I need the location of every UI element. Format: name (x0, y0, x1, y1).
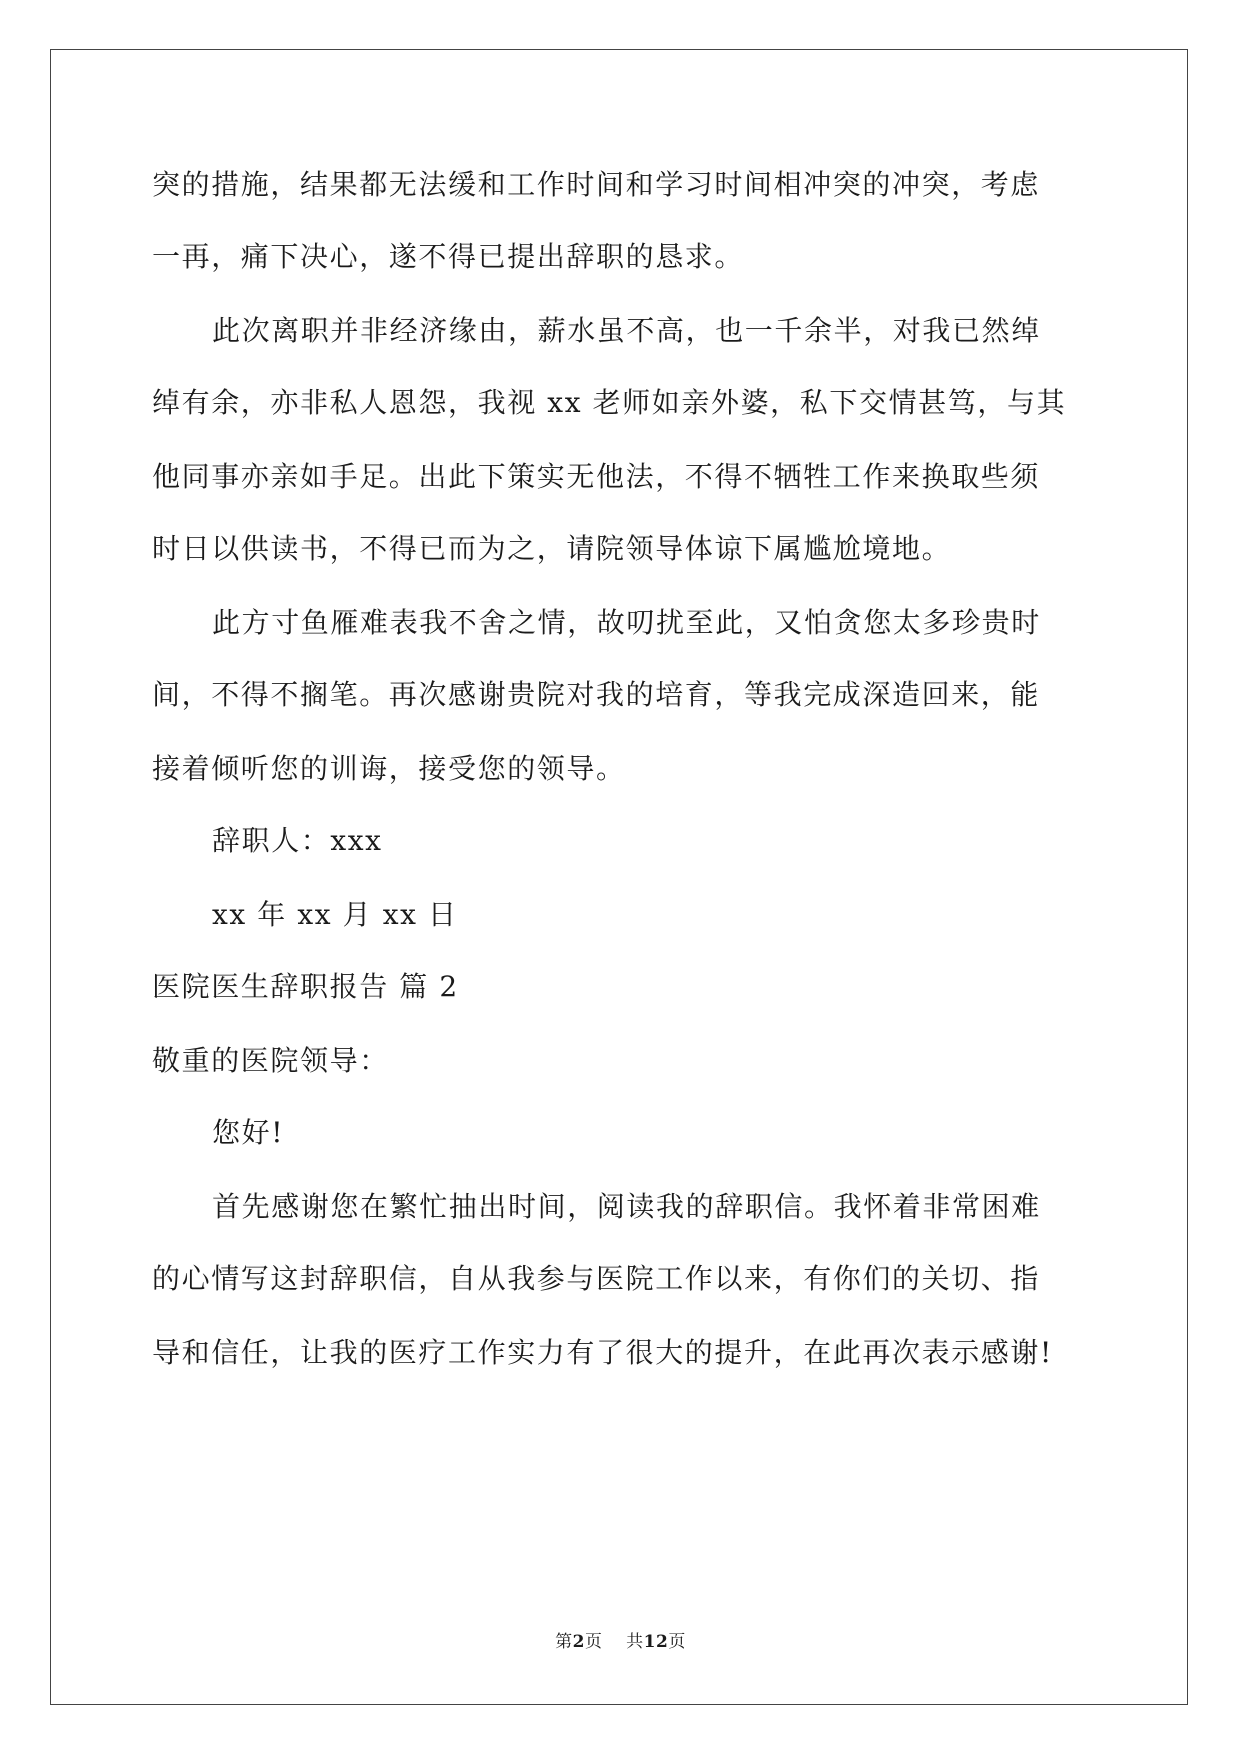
salutation: 敬重的医院领导： (152, 1044, 389, 1077)
text-line: 此方寸鱼雁难表我不舍之情，故叨扰至此，又怕贪您太多珍贵时 (212, 606, 1041, 639)
footer-total-prefix: 共 (626, 1632, 644, 1652)
footer-total-suffix: 页 (668, 1632, 686, 1652)
text-line: 此次离职并非经济缘由，薪水虽不高，也一千余半，对我已然绰 (212, 314, 1041, 347)
text-line: 一再，痛下决心，遂不得已提出辞职的恳求。 (152, 240, 745, 273)
total-pages: 12 (643, 1632, 669, 1652)
text-line: 的心情写这封辞职信，自从我参与医院工作以来，有你们的关切、指 (152, 1262, 1041, 1295)
text-line: 时日以供读书，不得已而为之，请院领导体谅下属尴尬境地。 (152, 532, 952, 565)
text-line: 导和信任，让我的医疗工作实力有了很大的提升，在此再次表示感谢! (152, 1336, 1053, 1369)
signatory-line: 辞职人：xxx (212, 824, 383, 857)
page-footer (0, 1631, 1241, 1653)
text-line: 绰有余，亦非私人恩怨，我视 xx 老师如亲外婆，私下交情甚笃，与其 (152, 386, 1067, 419)
text-line: 间，不得不搁笔。再次感谢贵院对我的培育，等我完成深造回来，能 (152, 678, 1041, 711)
text-line: 接着倾听您的训诲，接受您的领导。 (152, 752, 626, 785)
footer-page-suffix: 页 (585, 1632, 603, 1652)
section-heading: 医院医生辞职报告 篇 2 (152, 970, 459, 1003)
text-line: 首先感谢您在繁忙抽出时间，阅读我的辞职信。我怀着非常困难 (212, 1190, 1041, 1223)
page-border (50, 49, 1188, 1705)
date-line: xx 年 xx 月 xx 日 (212, 898, 458, 931)
greeting: 您好! (212, 1116, 285, 1149)
text-line: 突的措施，结果都无法缓和工作时间和学习时间相冲突的冲突，考虑 (152, 168, 1041, 201)
text-line: 他同事亦亲如手足。出此下策实无他法，不得不牺牲工作来换取些须 (152, 460, 1041, 493)
page-number: 2 (572, 1632, 586, 1652)
footer-prefix: 第 (555, 1632, 573, 1652)
